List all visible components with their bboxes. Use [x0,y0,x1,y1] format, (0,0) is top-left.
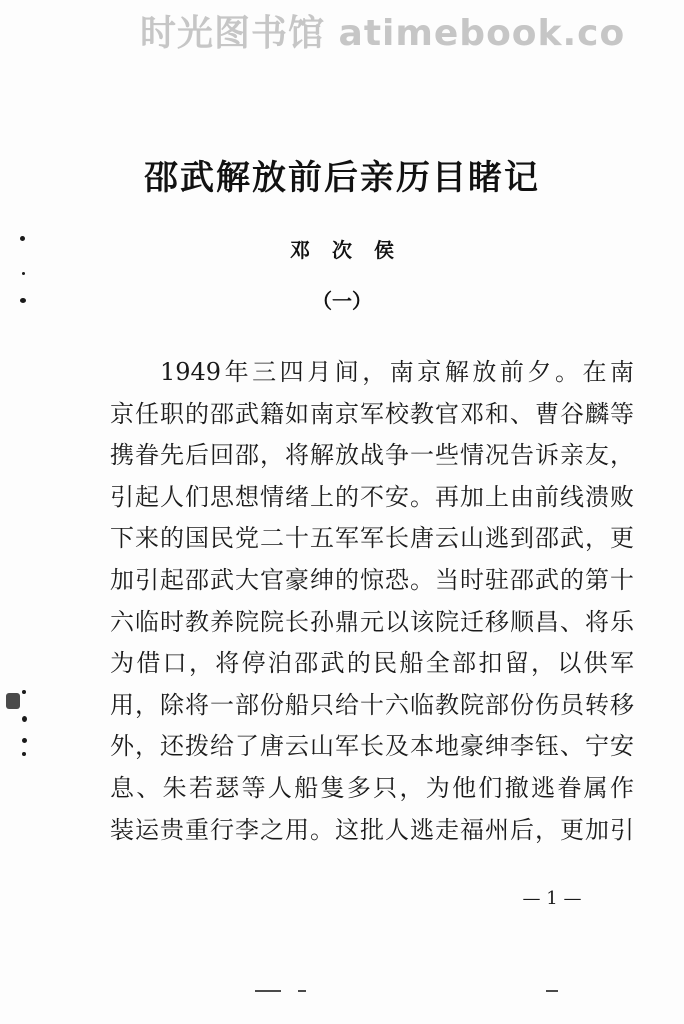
page-number: — 1 — [522,888,582,909]
body-line: 六临时教养院院长孙鼎元以该院迁移顺昌、将乐 [110,607,634,636]
scan-mark [6,693,20,709]
body-line: 息、朱若瑟等人船隻多只，为他们撤逃眷属作 [110,773,634,802]
body-line: 装运贵重行李之用。这批人逃走福州后，更加引 [110,815,634,844]
scan-mark [298,990,306,992]
body-line: 下来的国民党二十五军军长唐云山逃到邵武，更 [110,524,634,553]
body-line: 外，还拨给了唐云山军长及本地豪绅李钰、宁安 [110,732,634,761]
section-heading: （一） [312,289,372,313]
body-line: 用，除将一部份船只给十六临教院部份伤员转移 [110,690,634,719]
body-line: 为借口，将停泊邵武的民船全部扣留，以供军 [110,649,634,678]
author-name: 邓次侯 [290,238,416,262]
body-line: 1949年三四月间，南京解放前夕。在南 [160,358,634,386]
body-line: 携眷先后回邵，将解放战争一些情况告诉亲友， [110,441,634,470]
scan-mark [546,990,558,992]
scan-mark [22,752,26,756]
scan-mark [22,690,26,694]
scan-mark [255,990,281,992]
body-text [110,352,634,851]
watermark: 时光图书馆 atimebook.co [140,13,626,54]
page-title: 邵武解放前后亲历目睹记 [144,158,540,198]
body-line: 加引起邵武大官豪绅的惊恐。当时驻邵武的第十 [110,565,634,594]
scan-mark [22,272,25,275]
body-line: 引起人们思想情绪上的不安。再加上由前线溃败 [110,482,634,511]
scan-mark [22,738,27,743]
body-line: 京任职的邵武籍如南京军校教官邓和、曹谷麟等 [110,399,634,428]
scan-mark [22,716,27,722]
